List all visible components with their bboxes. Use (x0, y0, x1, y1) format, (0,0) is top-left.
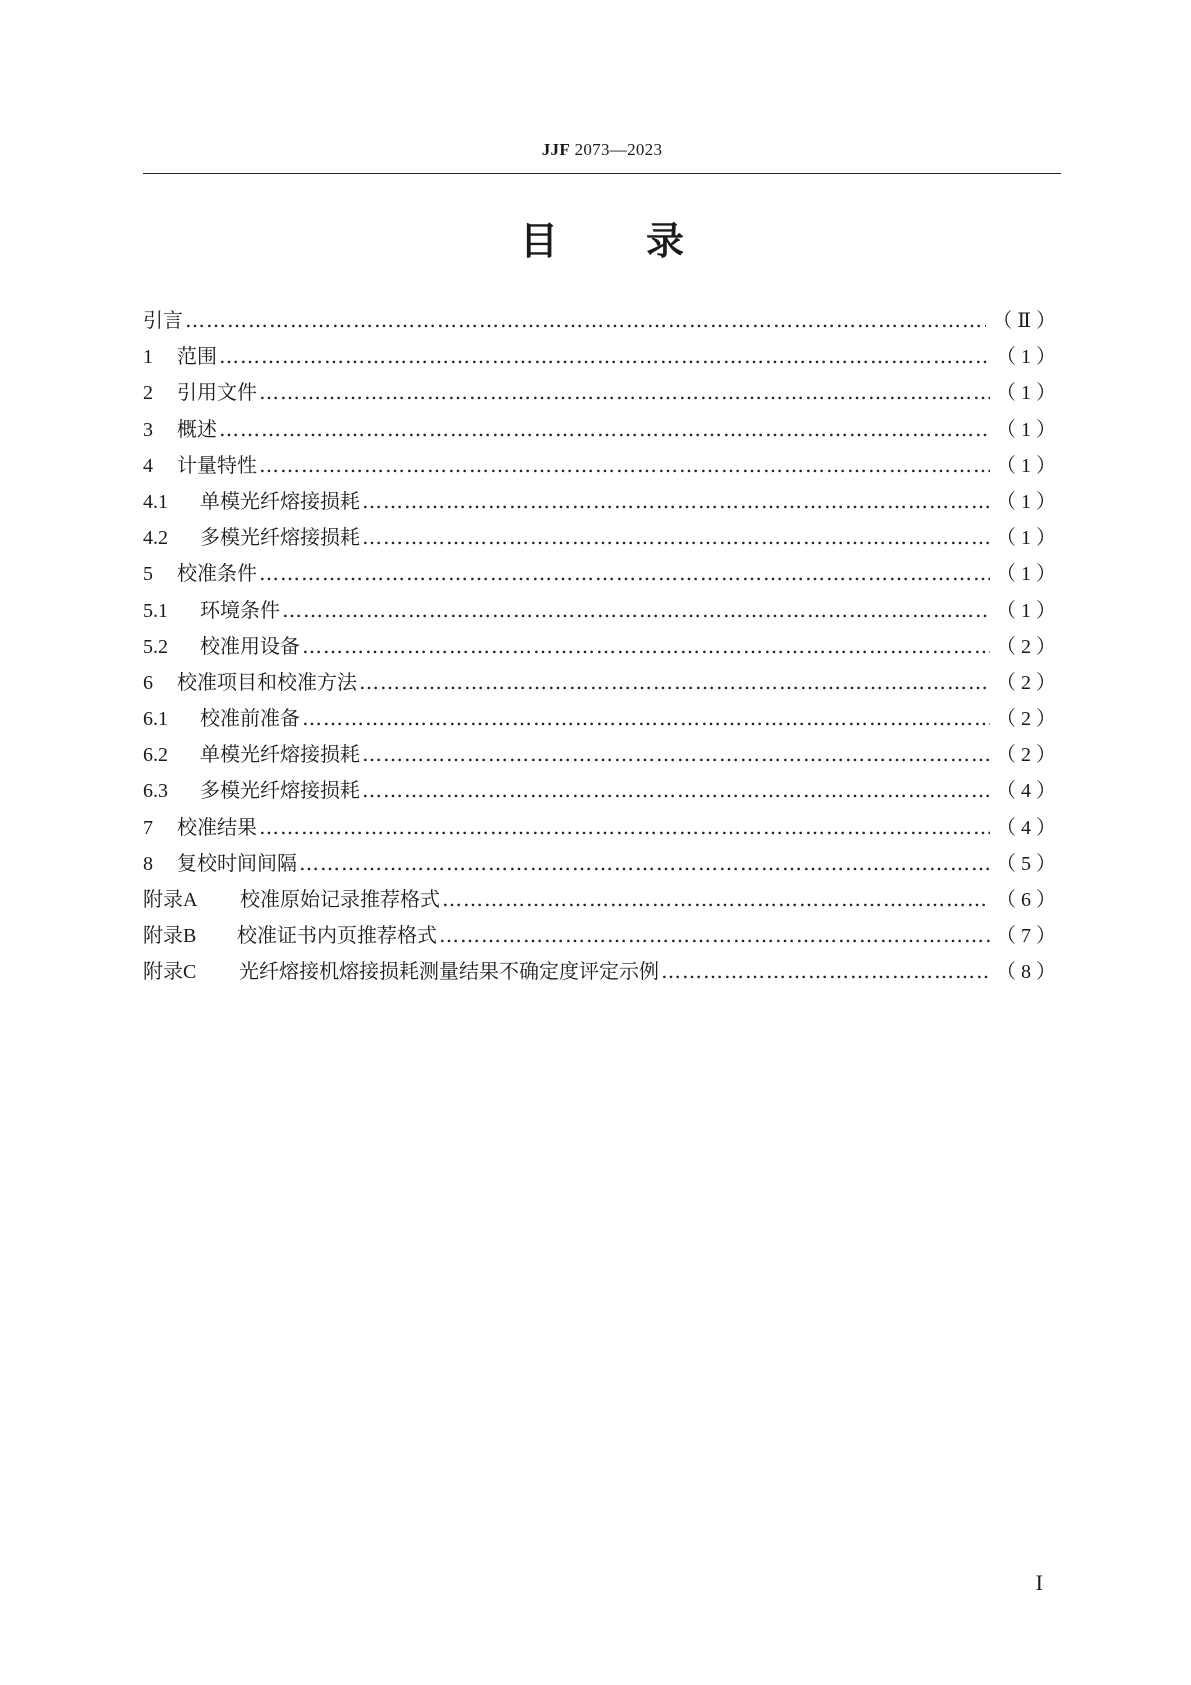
toc-dot-leader (282, 592, 990, 628)
toc-dot-leader (259, 555, 990, 591)
toc-dot-leader (302, 628, 990, 664)
toc-entry-page: （2） (996, 708, 1061, 731)
toc-entry-page: （2） (996, 671, 1061, 694)
toc-dot-leader (259, 374, 990, 410)
toc-entry-number: 4.2 (143, 527, 168, 550)
toc-entry-number: 4 (143, 454, 153, 477)
standard-code-prefix: JJF (541, 140, 571, 159)
toc-entry-label: 引言 (143, 308, 183, 332)
toc-entry-number: 6.2 (143, 744, 168, 767)
toc-entry-number: 2 (143, 382, 153, 405)
toc-dot-leader (259, 809, 990, 845)
toc-entry-label: 校准项目和校准方法 (177, 669, 357, 694)
toc-entry-number: 5.1 (143, 599, 168, 622)
toc-entry-4[interactable] (143, 447, 1061, 483)
toc-entry-page: （5） (996, 852, 1061, 875)
toc-entry-page: （1） (996, 490, 1061, 513)
toc-entry-5-2[interactable] (143, 628, 1061, 664)
toc-entry-page: （1） (996, 382, 1061, 405)
toc-entry-page: （7） (996, 925, 1061, 948)
toc-dot-leader (359, 664, 990, 700)
toc-entry-number: 6.1 (143, 708, 168, 731)
toc-entry-page: （1） (996, 563, 1061, 586)
toc-entry-6[interactable] (143, 664, 1061, 700)
toc-entry-label: 校准原始记录推荐格式 (240, 887, 440, 911)
toc-entry-number: 5.2 (143, 635, 168, 658)
toc-entry-label: 多模光纤熔接损耗 (200, 525, 360, 550)
toc-entry-page: （1） (996, 527, 1061, 550)
table-of-contents (143, 302, 1061, 990)
standard-code-number: 2073—2023 (574, 140, 663, 159)
toc-dot-leader (439, 917, 990, 953)
toc-entry-label: 单模光纤熔接损耗 (200, 742, 360, 767)
toc-entry-label: 校准证书内页推荐格式 (237, 923, 437, 948)
toc-dot-leader (259, 447, 990, 483)
toc-entry-number: 1 (143, 346, 153, 369)
toc-dot-leader (661, 953, 990, 989)
toc-dot-leader (302, 700, 990, 736)
toc-entry-number: 6.3 (143, 780, 168, 803)
toc-entry-number: 附录C (143, 961, 197, 984)
toc-entry-page: （8） (996, 961, 1061, 984)
toc-entry-label: 多模光纤熔接损耗 (200, 778, 360, 803)
page-title (143, 219, 1061, 263)
toc-entry-6-3[interactable] (143, 772, 1061, 808)
toc-entry-page: （Ⅱ） (992, 310, 1061, 332)
toc-entry-5[interactable] (143, 555, 1061, 591)
toc-entry-4-1[interactable] (143, 483, 1061, 519)
toc-dot-leader (442, 881, 990, 917)
toc-entry-page: （6） (996, 889, 1061, 911)
toc-entry-label: 光纤熔接机熔接损耗测量结果不确定度评定示例 (239, 959, 659, 984)
toc-entry-label: 校准前准备 (200, 706, 300, 731)
toc-dot-leader (362, 519, 990, 555)
toc-entry-appendix-a[interactable] (143, 881, 1061, 917)
document-header (143, 140, 1061, 160)
toc-entry-page: （2） (996, 635, 1061, 658)
toc-entry-label: 概述 (177, 416, 217, 441)
toc-entry-label: 复校时间间隔 (177, 850, 297, 875)
toc-entry-page: （1） (996, 599, 1061, 622)
toc-entry-label: 引用文件 (177, 380, 257, 405)
toc-entry-page: （1） (996, 346, 1061, 369)
toc-dot-leader (219, 411, 990, 447)
header-rule (143, 173, 1061, 174)
toc-entry-number: 附录A (143, 889, 198, 911)
toc-entry-number: 4.1 (143, 490, 168, 513)
toc-dot-leader (362, 736, 990, 772)
page-number: I (1035, 1570, 1043, 1595)
toc-entry-5-1[interactable] (143, 592, 1061, 628)
toc-entry-page: （2） (996, 744, 1061, 767)
toc-entry-1[interactable] (143, 338, 1061, 374)
toc-dot-leader (362, 772, 990, 808)
toc-entry-label: 环境条件 (200, 597, 280, 622)
title-char-1: 目 (519, 219, 558, 263)
toc-entry-label: 校准结果 (177, 814, 257, 839)
toc-dot-leader (299, 845, 990, 881)
toc-entry-page: （4） (996, 816, 1061, 839)
toc-entry-6-2[interactable] (143, 736, 1061, 772)
toc-entry-page: （1） (996, 418, 1061, 441)
toc-entry-4-2[interactable] (143, 519, 1061, 555)
toc-entry-number: 6 (143, 671, 153, 694)
toc-dot-leader (219, 338, 990, 374)
toc-entry-number: 附录B (143, 925, 197, 948)
toc-entry-6-1[interactable] (143, 700, 1061, 736)
toc-entry-page: （1） (996, 454, 1061, 477)
toc-entry-2[interactable] (143, 374, 1061, 410)
toc-entry-appendix-b[interactable] (143, 917, 1061, 953)
toc-entry-8[interactable] (143, 845, 1061, 881)
toc-entry-number: 8 (143, 852, 153, 875)
toc-entry-3[interactable] (143, 411, 1061, 447)
title-char-2: 录 (646, 219, 685, 263)
toc-entry-number: 5 (143, 563, 153, 586)
toc-entry-7[interactable] (143, 809, 1061, 845)
toc-entry-label: 校准用设备 (200, 633, 300, 658)
toc-entry-label: 范围 (177, 344, 217, 369)
toc-entry-number: 7 (143, 816, 153, 839)
toc-entry-number: 3 (143, 418, 153, 441)
toc-entry-label: 校准条件 (177, 561, 257, 586)
toc-entry-page: （4） (996, 780, 1061, 803)
toc-dot-leader (185, 302, 986, 338)
toc-entry-label: 计量特性 (177, 452, 257, 477)
toc-entry-appendix-c[interactable] (143, 953, 1061, 989)
toc-dot-leader (362, 483, 990, 519)
toc-entry-label: 单模光纤熔接损耗 (200, 488, 360, 513)
toc-entry-intro[interactable] (143, 302, 1061, 338)
